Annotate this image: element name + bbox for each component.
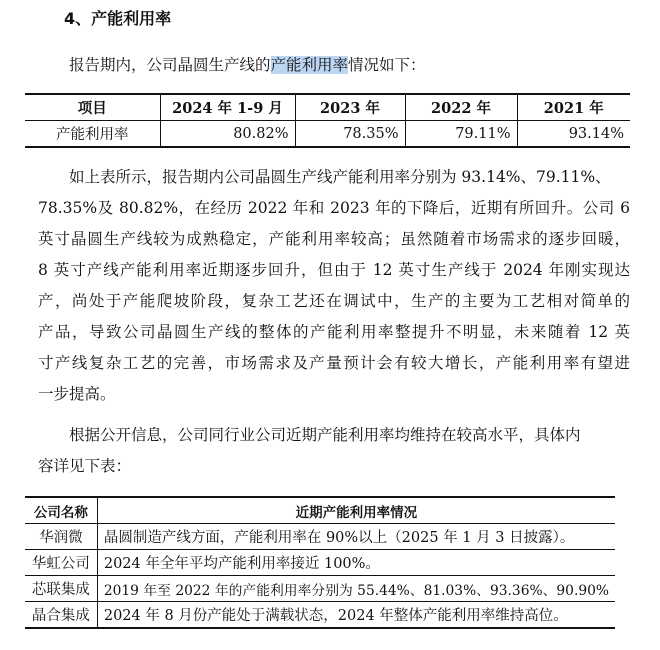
utilization-table-header-row bbox=[25, 94, 630, 121]
peer-utilization-desc: 2024 年 8 月份产能处于满载状态，2024 年整体产能利用率维持高位。 bbox=[97, 602, 615, 629]
peer-utilization-desc: 2024 年全年平均产能利用率接近 100%。 bbox=[97, 550, 615, 576]
analysis-paragraph bbox=[38, 162, 630, 410]
utilization-header-2024: 2024 年 1-9 月 bbox=[160, 94, 295, 121]
peer-header-utilization: 近期产能利用率情况 bbox=[97, 497, 615, 524]
utilization-header-2023: 2023 年 bbox=[295, 94, 405, 121]
peer-utilization-desc: 晶圆制造产线方面，产能利用率在 90%以上（2025 年 1 月 3 日披露）。 bbox=[97, 524, 615, 550]
utilization-value-2023: 78.35% bbox=[295, 121, 405, 148]
analysis-line: 一步提高。 bbox=[38, 385, 116, 403]
peer-company-name: 晶合集成 bbox=[25, 602, 97, 629]
analysis-line: 如上表所示，报告期内公司晶圆生产线产能利用率分别为 93.14%、79.11%、 bbox=[69, 168, 611, 186]
table-row bbox=[25, 576, 615, 602]
intro-text-before: 报告期内，公司晶圆生产线的 bbox=[69, 56, 271, 74]
intro-text-after: 情况如下： bbox=[348, 56, 426, 74]
utilization-value-2022: 79.11% bbox=[405, 121, 517, 148]
intro-highlighted-text[interactable]: 产能利用率 bbox=[270, 56, 349, 74]
utilization-header-2022: 2022 年 bbox=[405, 94, 517, 121]
peer-utilization-desc: 2019 年至 2022 年的产能利用率分别为 55.44%、81.03%、93.36%、90.90% bbox=[97, 576, 615, 602]
peer-company-name: 华虹公司 bbox=[25, 550, 97, 576]
utilization-header-2021: 2021 年 bbox=[517, 94, 630, 121]
utilization-value-2024: 80.82% bbox=[160, 121, 295, 148]
peer-company-name: 芯联集成 bbox=[25, 576, 97, 602]
table-row bbox=[25, 121, 630, 148]
peer-intro-line: 根据公开信息，公司同行业公司近期产能利用率均维持在较高水平，具体内 bbox=[69, 426, 581, 444]
table-row bbox=[25, 550, 615, 576]
peer-header-company: 公司名称 bbox=[25, 497, 97, 524]
peer-utilization-table bbox=[25, 496, 615, 629]
analysis-line: 英寸晶圆生产线较为成熟稳定，产能利用率较高；虽然随着市场需求的逐步回暖， bbox=[38, 230, 630, 248]
analysis-line: 产，尚处于产能爬坡阶段，复杂工艺还在调试中，生产的主要为工艺相对简单的 bbox=[38, 292, 630, 310]
section-heading: 4、产能利用率 bbox=[64, 9, 172, 28]
analysis-line: 产品，导致公司晶圆生产线的整体的产能利用率整提升不明显，未来随着 12 英 bbox=[38, 323, 630, 341]
peer-company-name: 华润微 bbox=[25, 524, 97, 550]
utilization-value-2021: 93.14% bbox=[517, 121, 630, 148]
analysis-line: 寸产线复杂工艺的完善，市场需求及产量预计会有较大增长，产能利用率有望进 bbox=[38, 354, 630, 372]
peer-table-header-row bbox=[25, 497, 615, 524]
analysis-line: 8 英寸产线产能利用率近期逐步回升，但由于 12 英寸生产线于 2024 年刚实现达 bbox=[38, 261, 630, 279]
analysis-line: 78.35%及 80.82%，在经历 2022 年和 2023 年的下降后，近期有所回升。公司 6 bbox=[38, 199, 630, 217]
table-row bbox=[25, 602, 615, 629]
utilization-header-item: 项目 bbox=[25, 94, 160, 121]
table-row bbox=[25, 524, 615, 550]
utilization-table bbox=[25, 93, 630, 148]
utilization-row-label: 产能利用率 bbox=[25, 121, 160, 148]
peer-intro-line: 容详见下表： bbox=[38, 457, 132, 475]
peer-intro-paragraph bbox=[38, 420, 630, 482]
intro-paragraph bbox=[38, 50, 660, 81]
